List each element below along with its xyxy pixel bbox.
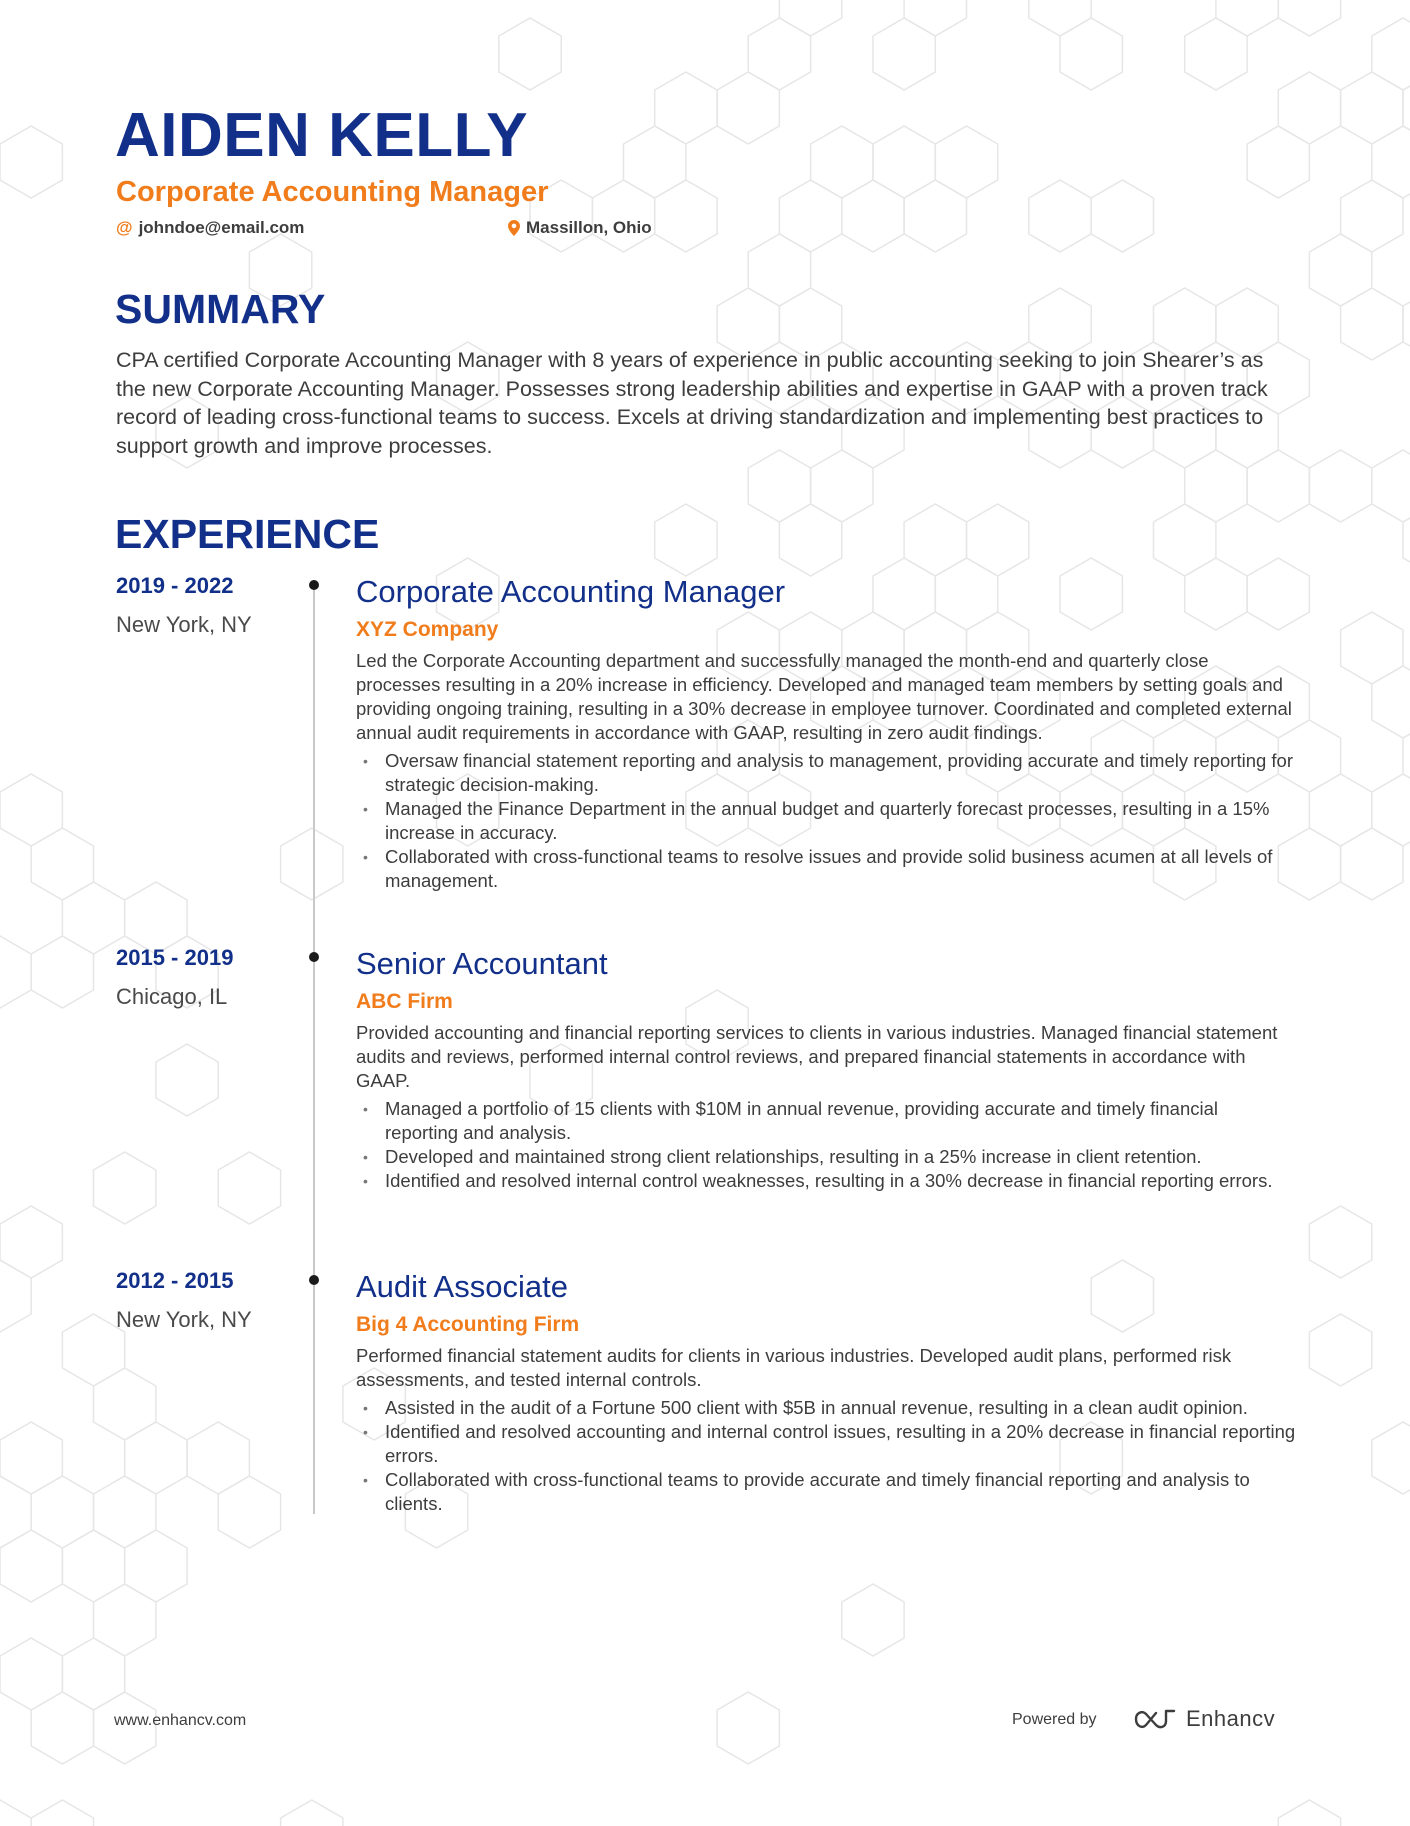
experience-entry bbox=[356, 573, 1296, 893]
experience-dates: 2012 - 2015 bbox=[116, 1268, 234, 1293]
achievement-list bbox=[356, 1396, 1296, 1516]
bullet-icon: • bbox=[363, 1173, 368, 1189]
achievement-item bbox=[356, 1145, 1296, 1169]
achievement-text: Collaborated with cross-functional teams to resolve issues and provide solid business acumen at all levels of management. bbox=[385, 846, 1273, 891]
footer-website-link[interactable]: www.enhancv.com bbox=[114, 1712, 247, 1729]
company-name: XYZ Company bbox=[356, 618, 499, 641]
summary-heading: SUMMARY bbox=[115, 286, 326, 332]
contact-location bbox=[508, 216, 652, 240]
bullet-icon: • bbox=[363, 753, 368, 769]
bullet-icon: • bbox=[363, 801, 368, 817]
enhancv-logo-icon bbox=[1132, 1706, 1178, 1732]
achievement-list bbox=[356, 1097, 1296, 1193]
job-description: Led the Corporate Accounting department and successfully managed the month-end and quarterly close processes resulting in a 20% increase in efficiency. Developed and managed team members by setting goals and providing ongoing training, resulting in a 30% decrease in employee turnover. Coordinated and completed external annual audit requirements in accordance with GAAP, resulting in zero audit findings. bbox=[356, 650, 1292, 743]
company-name: Big 4 Accounting Firm bbox=[356, 1313, 580, 1336]
map-pin-icon bbox=[508, 220, 520, 236]
company-name: ABC Firm bbox=[356, 990, 453, 1013]
footer-powered-by: Powered by bbox=[1012, 1711, 1097, 1728]
achievement-item bbox=[356, 749, 1296, 797]
timeline-line bbox=[313, 584, 315, 1514]
experience-location: New York, NY bbox=[116, 612, 252, 637]
candidate-name: AIDEN KELLY bbox=[115, 101, 529, 170]
experience-entry bbox=[356, 945, 1296, 1193]
achievement-item bbox=[356, 1097, 1296, 1145]
achievement-text: Identified and resolved internal control weaknesses, resulting in a 30% decrease in financial reporting errors. bbox=[385, 1170, 1273, 1191]
experience-dates: 2015 - 2019 bbox=[116, 945, 234, 970]
bullet-icon: • bbox=[363, 1400, 368, 1416]
achievement-text: Oversaw financial statement reporting and analysis to management, providing accurate and timely reporting for strategic decision-making. bbox=[385, 750, 1293, 795]
experience-dates: 2019 - 2022 bbox=[116, 573, 234, 598]
email-text: johndoe@email.com bbox=[138, 218, 305, 237]
achievement-text: Developed and maintained strong client relationships, resulting in a 25% increase in client retention. bbox=[385, 1146, 1202, 1167]
location-text: Massillon, Ohio bbox=[526, 218, 652, 237]
achievement-item bbox=[356, 1468, 1296, 1516]
achievement-item bbox=[356, 1396, 1296, 1420]
experience-location: Chicago, IL bbox=[116, 984, 228, 1009]
bullet-icon: • bbox=[363, 1472, 368, 1488]
experience-entry bbox=[356, 1268, 1296, 1516]
experience-location: New York, NY bbox=[116, 1307, 252, 1332]
bullet-icon: • bbox=[363, 1149, 368, 1165]
achievement-item bbox=[356, 1169, 1296, 1193]
job-description: Provided accounting and financial reporting services to clients in various industries. Managed financial statement audits and reviews, performed internal control reviews, and prepared financial statements in accordance with GAAP. bbox=[356, 1022, 1278, 1091]
achievement-text: Managed the Finance Department in the annual budget and quarterly forecast processes, resulting in a 15% increase in accuracy. bbox=[385, 798, 1270, 843]
experience-heading: EXPERIENCE bbox=[115, 511, 380, 557]
timeline-dot bbox=[309, 1275, 319, 1285]
at-icon: @ bbox=[116, 218, 133, 237]
timeline-dot bbox=[309, 952, 319, 962]
timeline-dot bbox=[309, 580, 319, 590]
bullet-icon: • bbox=[363, 1101, 368, 1117]
achievement-item bbox=[356, 797, 1296, 845]
enhancv-brand-text: Enhancv bbox=[1186, 1706, 1276, 1731]
job-title: Audit Associate bbox=[356, 1269, 568, 1304]
achievement-list bbox=[356, 749, 1296, 893]
bullet-icon: • bbox=[363, 849, 368, 865]
achievement-text: Identified and resolved accounting and internal control issues, resulting in a 20% decrease in financial reporting errors. bbox=[385, 1421, 1296, 1466]
achievement-text: Collaborated with cross-functional teams to provide accurate and timely financial reporting and analysis to clients. bbox=[385, 1469, 1250, 1514]
contact-email[interactable] bbox=[116, 216, 304, 240]
achievement-item bbox=[356, 1420, 1296, 1468]
achievement-item bbox=[356, 845, 1296, 893]
candidate-role: Corporate Accounting Manager bbox=[116, 176, 549, 208]
summary-text: CPA certified Corporate Accounting Manager with 8 years of experience in public accounting seeking to join Shearer’s as the new Corporate Accounting Manager. Possesses strong leadership abilities and expertise in GAAP with a proven track record of leading cross-functional teams to success. Excels at driving standardization and implementing best practices to support growth and improve processes. bbox=[116, 348, 1268, 458]
job-description: Performed financial statement audits for clients in various industries. Developed audit plans, performed risk assessments, and tested internal controls. bbox=[356, 1345, 1232, 1390]
achievement-text: Managed a portfolio of 15 clients with $10M in annual revenue, providing accurate and timely financial reporting and analysis. bbox=[385, 1098, 1218, 1143]
job-title: Corporate Accounting Manager bbox=[356, 574, 786, 609]
bullet-icon: • bbox=[363, 1424, 368, 1440]
job-title: Senior Accountant bbox=[356, 946, 608, 981]
enhancv-logo[interactable] bbox=[1132, 1706, 1275, 1732]
achievement-text: Assisted in the audit of a Fortune 500 client with $5B in annual revenue, resulting in a clean audit opinion. bbox=[385, 1397, 1248, 1418]
